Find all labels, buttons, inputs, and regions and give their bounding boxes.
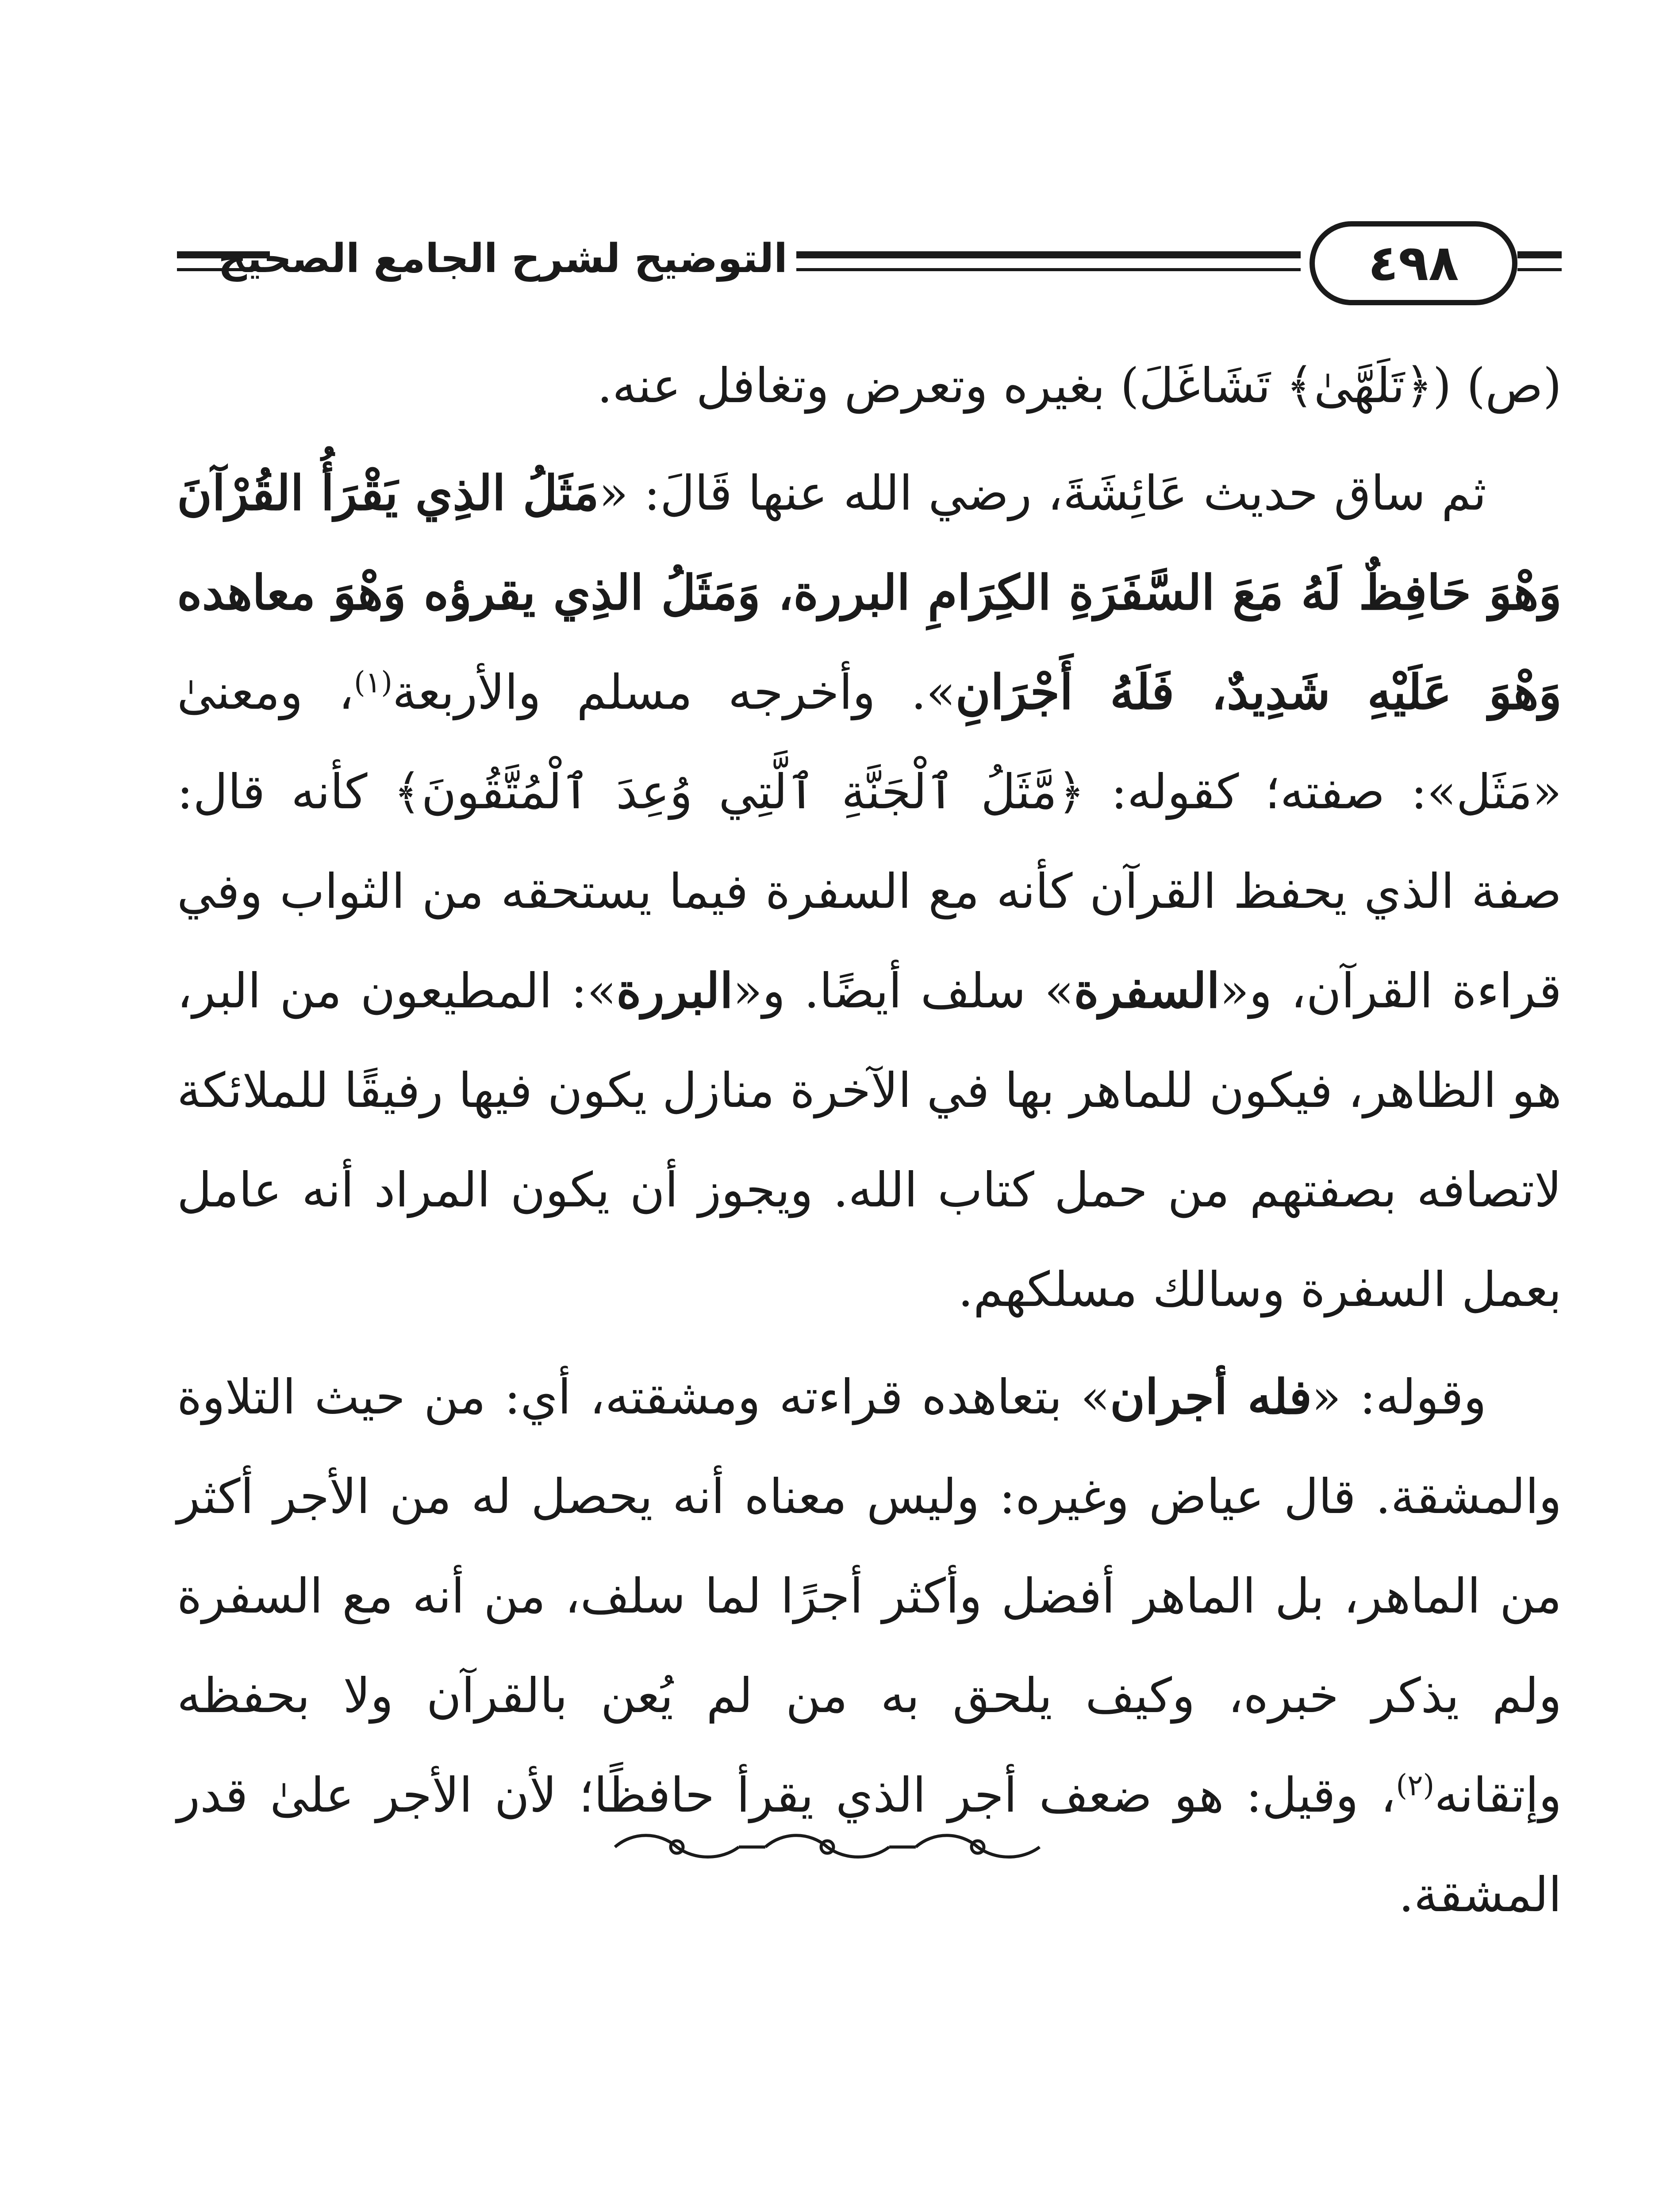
bold-text: البررة — [616, 963, 733, 1019]
text-run: » سلف أيضًا. و« — [733, 964, 1074, 1019]
paragraph — [177, 336, 1562, 436]
text-run: (ص) (﴿تَلَهَّىٰ﴾ تَشَاغَلَ) بغيره وتعرض وتغافل عنه. — [597, 358, 1562, 414]
text-run: ، ومعنىٰ «مَثَل»: صفته؛ كقوله: ﴿مَّثَلُ ٱلْجَنَّةِ ٱلَّتِي وُعِدَ ٱلْمُتَّقُونَ﴾ كأنه قال: صفة الذي يحفظ القرآن كأنه مع السفرة فيما يستحقه من الثواب وفي قراءة القرآن، و« — [177, 665, 1562, 1019]
page-number: ٤٩٨ — [1368, 234, 1459, 292]
header-rule-right-top — [1517, 251, 1562, 258]
bold-text: فله أجران — [1110, 1369, 1312, 1425]
text-run: »: المطيعون من البر، هو الظاهر، فيكون للماهر بها في الآخرة منازل يكون فيها رفيقًا للملائكة لاتصافه بصفتهم من حمل كتاب الله. ويجوز أن يكون المراد أنه عامل بعمل السفرة وسالك مسلكهم. — [177, 964, 1562, 1317]
page-number-badge — [1310, 221, 1517, 305]
bold-text: مَثَلُ الذِي يَقْرَأُ القُرْآنَ وَهْوَ حَافِظٌ لَهُ مَعَ السَّفَرَةِ الكِرَامِ البررة، وَمَثَلُ الذِي يقرؤه وَهْوَ معاهده وَهْوَ عَلَيْهِ شَدِيدٌ، فَلَهُ أَجْرَانِ — [177, 465, 1562, 720]
header-rule-middle-top — [796, 251, 1301, 258]
main-text — [177, 336, 1562, 1945]
section-divider-ornament — [606, 1823, 1057, 1867]
footnote-reference[interactable]: (٢) — [1396, 1768, 1435, 1802]
header-rule-middle-bottom — [796, 268, 1301, 271]
text-run: وقوله: « — [1312, 1370, 1487, 1425]
text-run: ثم ساق حديث عَائِشَةَ، رضي الله عنها قَالَ: « — [599, 466, 1487, 521]
running-header-title: التوضيح لشرح الجامع الصحيح — [218, 235, 787, 282]
paragraph — [177, 444, 1562, 1340]
text-run: ، وقيل: هو ضعف أجر الذي يقرأ حافظًا؛ لأن الأجر علىٰ قدر المشقة. — [177, 1768, 1562, 1923]
text-run: ». وأخرجه مسلم والأربعة — [392, 665, 956, 720]
footnote-reference[interactable]: (١) — [354, 665, 392, 699]
bold-text: السفرة — [1074, 963, 1220, 1019]
header-rule-right-bottom — [1517, 268, 1562, 271]
text-run: » بتعاهده قراءته ومشقته، أي: من حيث التلاوة والمشقة. قال عياض وغيره: وليس معناه أنه يحصل له من الأجر أكثر من الماهر، بل الماهر أفضل وأكثر أجرًا لما سلف، من أنه مع السفرة ولم يذكر خبره، وكيف يلحق به من لم يُعن بالقرآن ولا بحفظه وإتقانه — [177, 1370, 1562, 1823]
